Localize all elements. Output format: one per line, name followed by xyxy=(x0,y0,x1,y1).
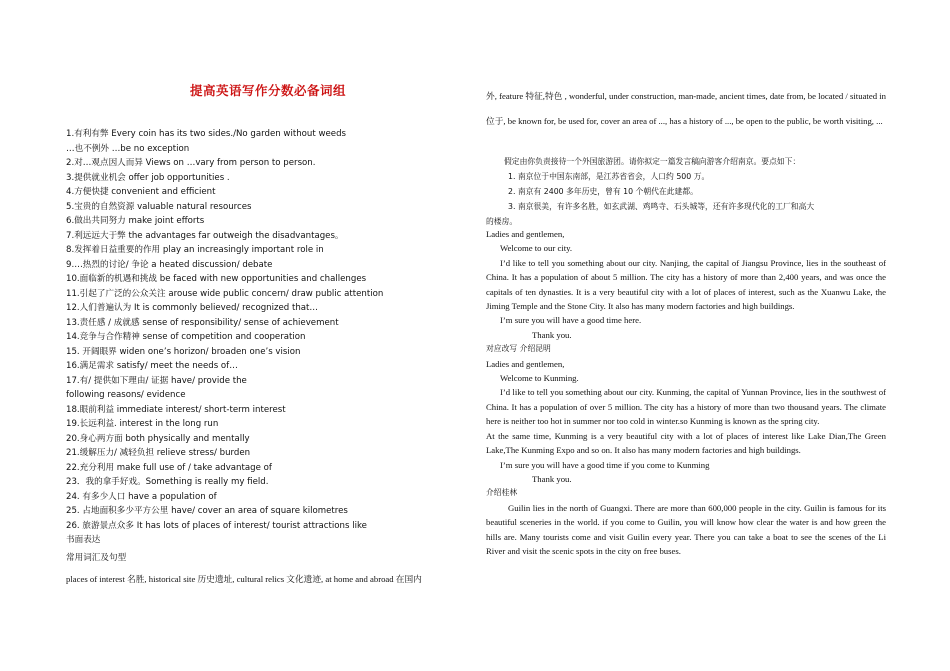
essay-greeting: Ladies and gentlemen, xyxy=(486,358,565,369)
list-item: 11.引起了广泛的公众关注 arouse wide public concern/ draw public attention xyxy=(66,288,384,299)
list-item: 23．我的拿手好戏。Something is really my field. xyxy=(66,477,269,487)
list-item: 17.有/ 提供如下理由/ 证据 have/ provide the xyxy=(66,375,247,386)
writing-task xyxy=(486,154,886,229)
list-item: …也不例外 …be no exception xyxy=(66,143,190,154)
task-point: 1. 南京位于中国东南部，是江苏省省会，人口约 500 万。 xyxy=(508,172,710,181)
list-item: 20.身心两方面 both physically and mentally xyxy=(66,433,250,444)
list-item: 15. 开阔眼界 widen one’s horizon/ broaden one’s vision xyxy=(66,346,301,357)
essay-body: Guilin lies in the north of Guangxi. There are more than 600,000 people in the city. Guilin is famous for its beautiful sceneries in the world. if you come to Guilin, you will know how clear the water is and how green the hills are. Many tourists come and visit Guilin every year. There you can take a boat to see the scenes of the Li River and visit the scenic spots in the city on free buses. xyxy=(486,502,886,556)
list-item: 19.长远利益. interest in the long run xyxy=(66,419,219,429)
essay-section xyxy=(486,227,886,558)
essay-welcome: Welcome to our city. xyxy=(500,243,573,254)
list-item: 4.方便快捷 convenient and efficient xyxy=(66,187,216,197)
essay2-heading: 对应改写 介绍昆明 xyxy=(486,344,551,354)
list-item: following reasons/ evidence xyxy=(66,390,186,400)
list-item: 18.眼前利益 immediate interest/ short-term interest xyxy=(66,404,286,415)
vocab-line: places of interest 名胜, historical site 历史遗址, cultural relics 文化遗迹, at home and abroad 在国内 xyxy=(66,574,422,584)
list-item: 12.人们普遍认为 It is commonly believed/ recognized that… xyxy=(66,303,319,313)
page-title: 提高英语写作分数必备词组 xyxy=(190,83,347,98)
list-item: 16.满足需求 satisfy/ meet the needs of… xyxy=(66,361,238,371)
essay-close: I’m sure you will have a good time if you come to Kunming xyxy=(500,459,710,470)
list-item: 22.充分利用 make full use of / take advantage of xyxy=(66,462,272,473)
essay3-heading: 介绍桂林 xyxy=(486,488,518,498)
list-item: 24. 有多少人口 have a population of xyxy=(66,491,217,502)
list-item: 13.责任感 / 成就感 sense of responsibility/ sense of achievement xyxy=(66,317,339,328)
list-item: 3.提供就业机会 offer job opportunities . xyxy=(66,172,230,183)
essay-thanks: Thank you. xyxy=(532,329,572,340)
list-item: 14.竞争与合作精神 sense of competition and cooperation xyxy=(66,332,306,342)
task-intro: 假定由你负责接待一个外国旅游团。请你拟定一篇发言稿向游客介绍南京。要点如下： xyxy=(504,157,801,166)
task-point: 3. 南京很美，有许多名胜，如玄武湖、鸡鸣寺、石头城等，还有许多现代化的工厂和高大 xyxy=(508,202,815,211)
list-item: 8.发挥着日益重要的作用 play an increasingly important role in xyxy=(66,245,324,255)
list-item: 7.利远远大于弊 the advantages far outweigh the disadvantages。 xyxy=(66,230,344,241)
phrase-list xyxy=(66,127,468,548)
list-item: 6.做出共同努力 make joint efforts xyxy=(66,216,205,226)
essay-close: I’m sure you will have a good time here. xyxy=(500,315,642,326)
list-item: 1.有利有弊 Every coin has its two sides./No garden without weeds xyxy=(66,129,347,139)
essay-body: I’d like to tell you something about our city. Nanjing, the capital of Jiangsu Province, lies in the southeast of China. It has a population of about 5 million. The city has a history of more than 2,400 years, and was once the capitals of ten dynasties. It is a very beautiful city with a lot of places of interest, such as the Xuanwu Lake, the Jiming Temple and the Stone City. It also has many modern factories and high buildings. xyxy=(486,257,886,312)
essay-welcome: Welcome to Kunming. xyxy=(500,373,579,384)
list-item: 25. 占地面积多少平方公里 have/ cover an area of square kilometres xyxy=(66,506,348,516)
list-item: 书面表达 xyxy=(66,535,101,545)
essay-body-continued: At the same time, Kunming is a very beautiful city with a lot of places of interest like Lake Dian,The Green Lake,The Kunming Expo and so on. It also has many modern factories and high buildings. xyxy=(486,430,886,456)
essay-thanks: Thank you. xyxy=(532,473,572,484)
list-item: 21.缓解压力/ 减轻负担 relieve stress/ burden xyxy=(66,448,251,458)
list-item: 5.宝贵的自然资源 valuable natural resources xyxy=(66,201,252,212)
vocab-continued: 外, feature 特征,特色 , wonderful, under construction, man-made, ancient times, date from, be located / situated in 位于, be known for, be used for, cover an area of ..., has a history of ..., be open to the public, be worth visiting, ... xyxy=(486,91,886,126)
section-heading: 常用词汇及句型 xyxy=(66,553,127,563)
essay-greeting: Ladies and gentlemen, xyxy=(486,229,565,239)
list-item: 9.…热烈的讨论/ 争论 a heated discussion/ debate xyxy=(66,259,273,270)
essay-body: I’d like to tell you something about our city. Kunming, the capital of Yunnan Province, lies in the southwest of China. It has a population of over 5 million. The city has a history of more than two thousand years. The climate here is neither too hot in summer nor too cold in winter.so Kunming is known as the spring city. xyxy=(486,387,886,427)
list-item: 10.面临新的机遇和挑战 be faced with new opportunities and challenges xyxy=(66,274,367,284)
list-item: 26. 旅游景点众多 It has lots of places of interest/ tourist attractions like xyxy=(66,520,367,531)
task-point-continued: 的楼房。 xyxy=(486,217,518,226)
list-item: 2.对…观点因人而异 Views on …vary from person to person. xyxy=(66,158,316,168)
task-point: 2. 南京有 2400 多年历史，曾有 10 个朝代在此建都。 xyxy=(508,187,698,196)
